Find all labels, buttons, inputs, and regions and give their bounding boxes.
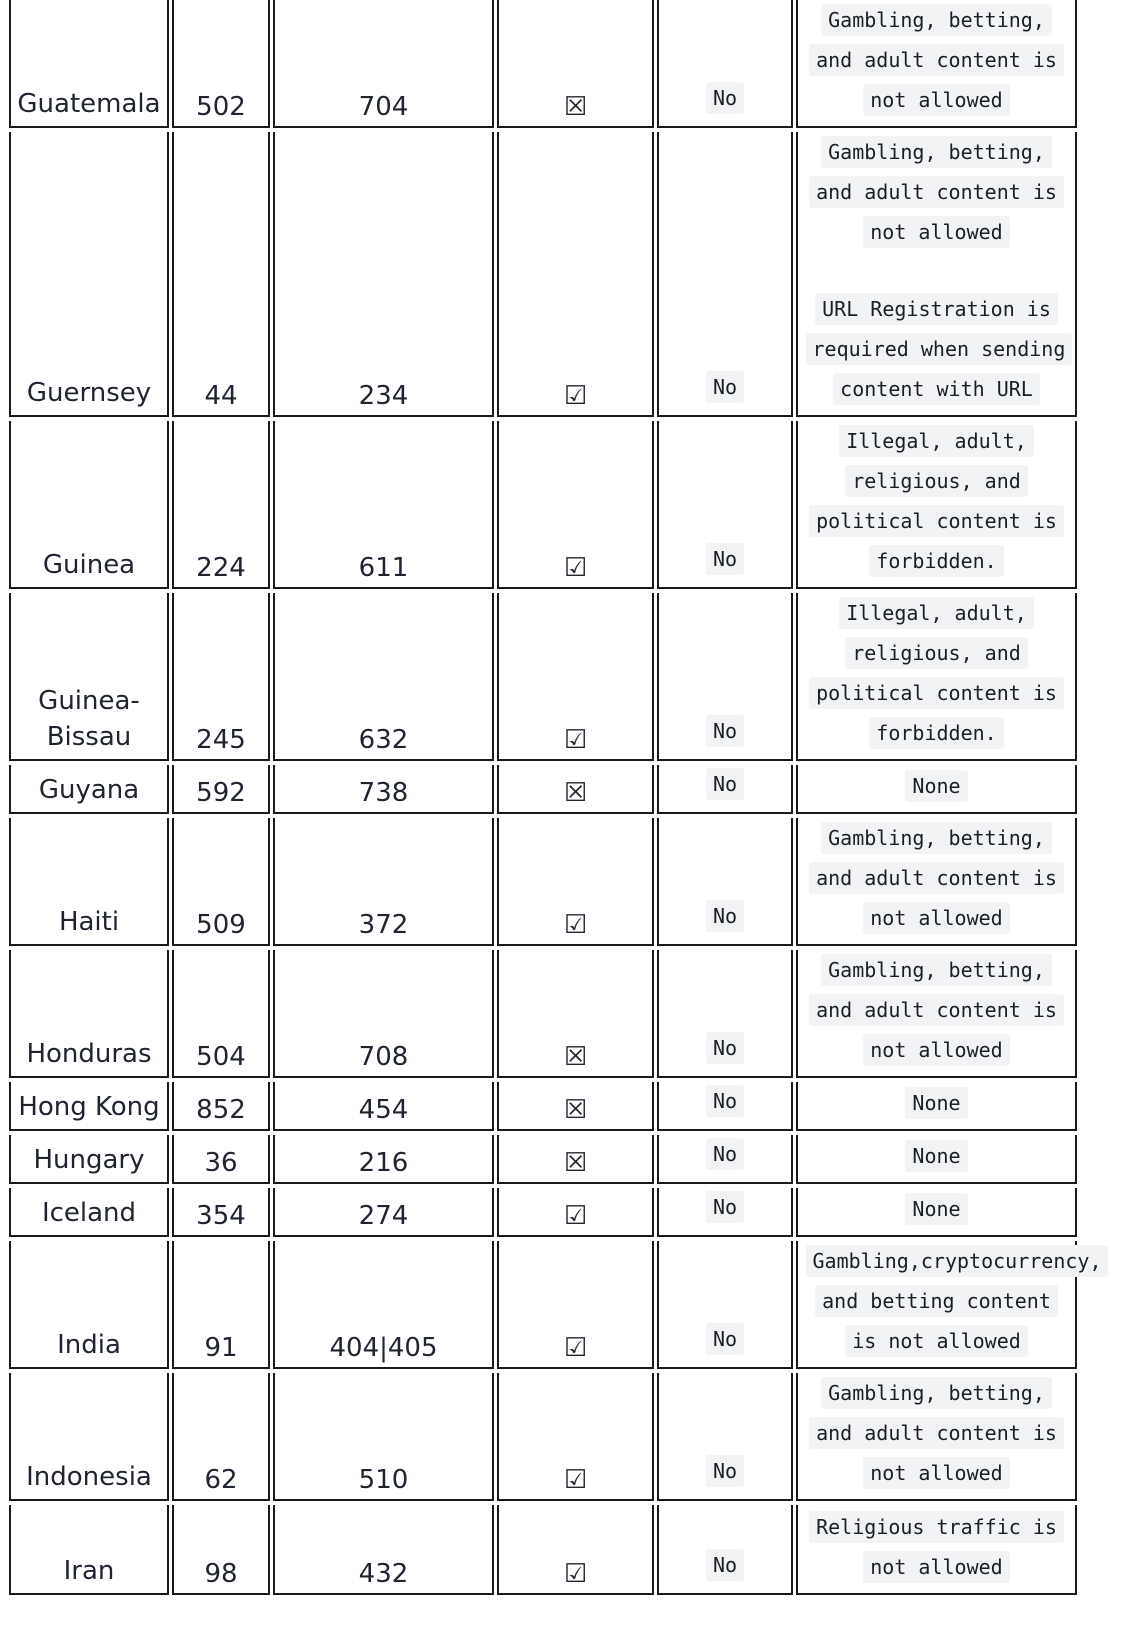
table-row: [9, 132, 1077, 417]
country-code-cell: 504: [172, 950, 270, 1078]
table-row: [9, 593, 1077, 761]
country-code-cell: 509: [172, 818, 270, 946]
restriction-block: [806, 421, 1068, 581]
restrictions-cell: [796, 421, 1077, 589]
restrictions-cell: [796, 1188, 1077, 1237]
table-row: [9, 1135, 1077, 1184]
support-checkbox-cell: [497, 1188, 654, 1237]
country-code-cell: 44: [172, 132, 270, 417]
two-way-cell: [657, 1241, 793, 1369]
checked-box-icon: ☑: [563, 910, 588, 940]
mcc-cell: 632: [273, 593, 494, 761]
restriction-text: Gambling, betting, and adult content is not allowed: [809, 1377, 1064, 1489]
restriction-text: URL Registration is required when sending content with URL: [806, 293, 1073, 405]
restriction-block: [806, 1373, 1068, 1493]
crossed-box-icon: ☒: [563, 92, 588, 122]
restriction-text: Gambling, betting, and adult content is not allowed: [809, 4, 1064, 116]
two-way-value: No: [706, 1138, 744, 1170]
checked-box-icon: ☑: [563, 1201, 588, 1231]
two-way-cell: [657, 1188, 793, 1237]
crossed-box-icon: ☒: [563, 778, 588, 808]
country-cell: Hungary: [9, 1135, 169, 1184]
country-code-cell: 62: [172, 1373, 270, 1501]
two-way-cell: [657, 421, 793, 589]
country-cell: Haiti: [9, 818, 169, 946]
mcc-cell: 404|405: [273, 1241, 494, 1369]
restriction-text: None: [905, 1087, 967, 1119]
country-cell: Guinea: [9, 421, 169, 589]
mcc-cell: 274: [273, 1188, 494, 1237]
two-way-value: No: [706, 543, 744, 575]
table-row: [9, 1241, 1077, 1369]
country-cell: Guatemala: [9, 0, 169, 128]
country-code-cell: 852: [172, 1082, 270, 1131]
checked-box-icon: ☑: [563, 1465, 588, 1495]
two-way-cell: [657, 765, 793, 814]
table-row: [9, 1188, 1077, 1237]
support-checkbox-cell: [497, 593, 654, 761]
restriction-block: [806, 818, 1068, 938]
restrictions-cell: [796, 1135, 1077, 1184]
country-table-body: [9, 0, 1102, 1595]
two-way-value: No: [706, 1191, 744, 1223]
country-code-cell: 36: [172, 1135, 270, 1184]
mcc-cell: 216: [273, 1135, 494, 1184]
country-table: [6, 0, 1102, 1599]
country-cell: Indonesia: [9, 1373, 169, 1501]
support-checkbox-cell: [497, 765, 654, 814]
two-way-cell: [657, 950, 793, 1078]
crossed-box-icon: ☒: [563, 1148, 588, 1178]
two-way-cell: [657, 1082, 793, 1131]
support-checkbox-cell: [497, 950, 654, 1078]
restriction-text: Gambling, betting, and adult content is not allowed: [809, 954, 1064, 1066]
support-checkbox-cell: [497, 1505, 654, 1595]
two-way-value: No: [706, 1323, 744, 1355]
two-way-value: No: [706, 1032, 744, 1064]
restrictions-cell: [796, 950, 1077, 1078]
mcc-cell: 432: [273, 1505, 494, 1595]
checked-box-icon: ☑: [563, 553, 588, 583]
restrictions-cell: [796, 1241, 1102, 1369]
mcc-cell: 234: [273, 132, 494, 417]
crossed-box-icon: ☒: [563, 1042, 588, 1072]
table-row: [9, 1373, 1077, 1501]
country-code-cell: 245: [172, 593, 270, 761]
country-code-cell: 98: [172, 1505, 270, 1595]
restriction-block: [806, 132, 1068, 252]
country-code-cell: 592: [172, 765, 270, 814]
mcc-cell: 708: [273, 950, 494, 1078]
mcc-cell: 372: [273, 818, 494, 946]
restrictions-cell: [796, 1505, 1077, 1595]
country-cell: Hong Kong: [9, 1082, 169, 1131]
two-way-value: No: [706, 1549, 744, 1581]
country-code-cell: 502: [172, 0, 270, 128]
two-way-value: No: [706, 1085, 744, 1117]
table-row: [9, 765, 1077, 814]
restrictions-cell: [796, 818, 1077, 946]
country-cell: Guyana: [9, 765, 169, 814]
restriction-text: None: [905, 770, 967, 802]
two-way-cell: [657, 818, 793, 946]
mcc-cell: 611: [273, 421, 494, 589]
support-checkbox-cell: [497, 0, 654, 128]
mcc-cell: 510: [273, 1373, 494, 1501]
restriction-block: [806, 0, 1068, 120]
checked-box-icon: ☑: [563, 381, 588, 411]
two-way-cell: [657, 1505, 793, 1595]
support-checkbox-cell: [497, 818, 654, 946]
two-way-value: No: [706, 82, 744, 114]
restrictions-cell: [796, 132, 1077, 417]
checked-box-icon: ☑: [563, 725, 588, 755]
table-row: [9, 0, 1077, 128]
restriction-block: [806, 1083, 1068, 1123]
restriction-text: Gambling, betting, and adult content is not allowed: [809, 136, 1064, 248]
support-checkbox-cell: [497, 1135, 654, 1184]
two-way-cell: [657, 0, 793, 128]
restriction-block: [806, 1507, 1068, 1587]
two-way-value: No: [706, 371, 744, 403]
support-checkbox-cell: [497, 1082, 654, 1131]
mcc-cell: 738: [273, 765, 494, 814]
restriction-block: [806, 593, 1068, 753]
country-code-cell: 224: [172, 421, 270, 589]
two-way-cell: [657, 1135, 793, 1184]
mcc-cell: 454: [273, 1082, 494, 1131]
restriction-spacer: [798, 252, 1075, 289]
table-row: [9, 818, 1077, 946]
two-way-value: No: [706, 900, 744, 932]
restriction-text: Gambling,cryptocurrency, and betting content is not allowed: [806, 1245, 1109, 1357]
restriction-block: [806, 1189, 1068, 1229]
restrictions-cell: [796, 1082, 1077, 1131]
restriction-block: [806, 1241, 1102, 1361]
country-cell: Guinea-Bissau: [9, 593, 169, 761]
restriction-text: Illegal, adult, religious, and political content is forbidden.: [809, 597, 1064, 749]
two-way-value: No: [706, 715, 744, 747]
two-way-cell: [657, 593, 793, 761]
table-row: [9, 421, 1077, 589]
country-cell: India: [9, 1241, 169, 1369]
checked-box-icon: ☑: [563, 1559, 588, 1589]
restrictions-cell: [796, 1373, 1077, 1501]
restrictions-cell: [796, 593, 1077, 761]
restriction-text: Religious traffic is not allowed: [809, 1511, 1064, 1583]
two-way-value: No: [706, 768, 744, 800]
support-checkbox-cell: [497, 1241, 654, 1369]
country-cell: Iran: [9, 1505, 169, 1595]
country-cell: Guernsey: [9, 132, 169, 417]
two-way-value: No: [706, 1455, 744, 1487]
restriction-text: Gambling, betting, and adult content is not allowed: [809, 822, 1064, 934]
crossed-box-icon: ☒: [563, 1095, 588, 1125]
table-row: [9, 950, 1077, 1078]
table-row: [9, 1082, 1077, 1131]
two-way-cell: [657, 1373, 793, 1501]
restrictions-cell: [796, 0, 1077, 128]
restriction-text: Illegal, adult, religious, and political content is forbidden.: [809, 425, 1064, 577]
country-code-cell: 91: [172, 1241, 270, 1369]
restriction-block: [806, 950, 1068, 1070]
support-checkbox-cell: [497, 1373, 654, 1501]
country-cell: Honduras: [9, 950, 169, 1078]
mcc-cell: 704: [273, 0, 494, 128]
support-checkbox-cell: [497, 132, 654, 417]
country-cell: Iceland: [9, 1188, 169, 1237]
support-checkbox-cell: [497, 421, 654, 589]
restrictions-cell: [796, 765, 1077, 814]
restriction-text: None: [905, 1140, 967, 1172]
restriction-block: [806, 1136, 1068, 1176]
restriction-block: [806, 766, 1068, 806]
restriction-text: None: [905, 1193, 967, 1225]
two-way-cell: [657, 132, 793, 417]
table-row: [9, 1505, 1077, 1595]
restriction-block: [806, 289, 1068, 409]
checked-box-icon: ☑: [563, 1333, 588, 1363]
country-code-cell: 354: [172, 1188, 270, 1237]
